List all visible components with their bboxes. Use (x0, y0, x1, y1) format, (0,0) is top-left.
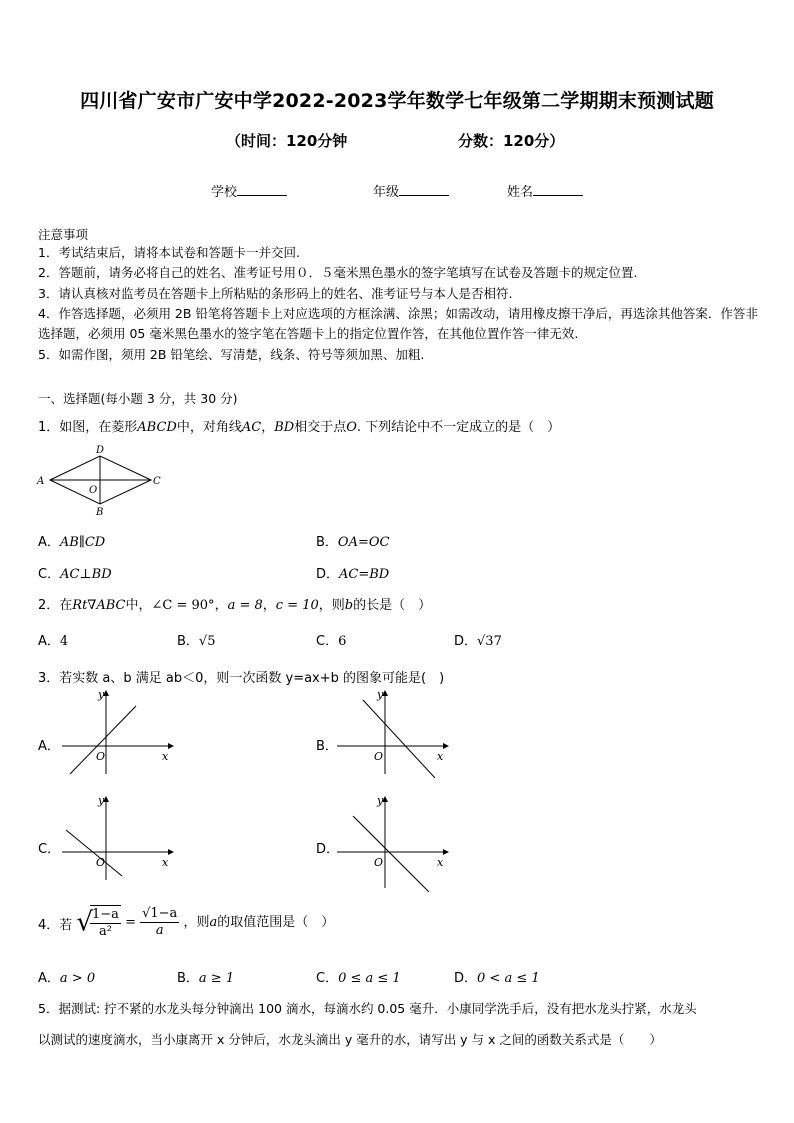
school-label: 学校 (211, 185, 238, 200)
name-label: 姓名 (507, 185, 534, 200)
svg-text:x: x (437, 856, 444, 869)
svg-text:O: O (96, 750, 106, 763)
page-title: 四川省广安市广安中学2022-2023学年数学七年级第二学期期末预测试题 (80, 90, 714, 112)
svg-text:x: x (162, 856, 169, 869)
svg-text:x: x (437, 750, 444, 763)
grade-label: 年级 (373, 185, 400, 200)
q3-option-a[interactable]: A． (38, 739, 60, 754)
name-field (507, 181, 583, 200)
question-2-stem: 2．在Rt∇ABC中，∠C = 90°，a = 8，c = 10，则b的长是（ ） (38, 598, 432, 613)
svg-text:x: x (162, 750, 169, 763)
school-field (211, 181, 287, 200)
exam-time: （时间：120分钟 (226, 132, 348, 150)
label-c: C (153, 476, 161, 487)
q2-option-c[interactable]: C．6 (316, 634, 347, 649)
q3-graph-c (58, 792, 178, 884)
svg-text:y: y (377, 794, 384, 807)
svg-text:O: O (374, 856, 384, 869)
q2-option-d[interactable]: D．√37 (454, 634, 502, 649)
q1-option-c[interactable]: C．AC⊥BD (38, 567, 112, 582)
q3-option-b[interactable]: B． (316, 739, 338, 754)
label-b: B (96, 507, 104, 518)
svg-text:O: O (374, 750, 384, 763)
svg-text:y: y (98, 794, 105, 807)
q3-graph-d (333, 792, 453, 892)
school-blank (237, 183, 287, 196)
note-item: 3．请认真核对监考员在答题卡上所粘贴的条形码上的姓名、准考证号与本人是否相符. (38, 286, 513, 301)
question-5-line-2: 以测试的速度滴水，当小康离开 x 分钟后，水龙头滴出 y 毫升的水，请写出 y 与 x 之间的函数关系式是（ ） (38, 1032, 662, 1047)
exam-score: 分数：120分） (458, 132, 565, 150)
q1-option-b[interactable]: B．OA=OC (316, 535, 390, 550)
q4-lhs-fraction: $\frac{1-a}{\text{a²}}$ (92, 907, 119, 939)
note-item: 5．如需作图，须用 2B 铅笔绘、写清楚，线条、符号等须加黑、加粗. (38, 347, 425, 362)
q1-option-a[interactable]: A．AB∥CD (38, 535, 106, 550)
question-1-stem: 1．如图，在菱形ABCD中，对角线AC，BD相交于点O. 下列结论中不一定成立的是（ ） (38, 420, 561, 435)
svg-text:O: O (96, 856, 106, 869)
name-blank (533, 183, 583, 196)
q3-graph-a (58, 686, 178, 778)
q4-option-b[interactable]: B．a ≥ 1 (177, 971, 235, 986)
question-5-line-1: 5．据测试: 拧不紧的水龙头每分钟滴出 100 滴水，每滴水约 0.05 毫升．小康同学洗手后，没有把水龙头拧紧，水龙头 (38, 1001, 697, 1016)
grade-field (373, 181, 449, 200)
label-o: O (89, 485, 98, 496)
question-4-stem: 4．若 √ $\frac{1-a}{\text{a²}}$ = $\frac{√1-a}{a}$ ，则a的取值范围是（ ） (38, 906, 335, 939)
q3-graph-b (333, 686, 453, 778)
q4-option-d[interactable]: D．0 < a ≤ 1 (454, 971, 540, 986)
grade-blank (399, 183, 449, 196)
q1-option-d[interactable]: D．AC=BD (316, 567, 390, 582)
q4-rhs-fraction: $\frac{√1-a}{a}$ (142, 906, 178, 938)
q3-option-d[interactable]: D． (316, 842, 340, 857)
q2-option-b[interactable]: B．√5 (177, 634, 216, 649)
section-heading: 一、选择题(每小题 3 分，共 30 分) (38, 391, 238, 406)
q2-option-a[interactable]: A．4 (38, 634, 69, 649)
note-item: 4．作答选择题，必须用 2B 铅笔将答题卡上对应选项的方框涂满、涂黑；如需改动，请用橡皮擦干净后，再选涂其他答案．作答非选择题，必须用 05 毫米黑色墨水的签字笔在答题卡上的指定位置作答，在其他位置作答一律无效. (38, 306, 758, 341)
label-a: A (37, 476, 45, 487)
note-item: 2．答题前，请务必将自己的姓名、准考证号用０．５毫米黑色墨水的签字笔填写在试卷及答题卡的规定位置. (38, 265, 638, 280)
q3-option-c[interactable]: C． (38, 842, 61, 857)
rhombus-figure (34, 442, 170, 518)
label-d: D (96, 445, 105, 456)
note-item: 1．考试结束后，请将本试卷和答题卡一并交回. (38, 245, 300, 260)
question-3-stem: 3．若实数 a、b 满足 ab＜0，则一次函数 y=ax+b 的图象可能是( ) (38, 671, 445, 686)
q4-option-a[interactable]: A．a > 0 (38, 971, 96, 986)
svg-text:y: y (98, 688, 105, 701)
q4-option-c[interactable]: C．0 ≤ a ≤ 1 (316, 971, 401, 986)
svg-text:y: y (377, 688, 384, 701)
notes-title: 注意事项 (38, 227, 89, 242)
